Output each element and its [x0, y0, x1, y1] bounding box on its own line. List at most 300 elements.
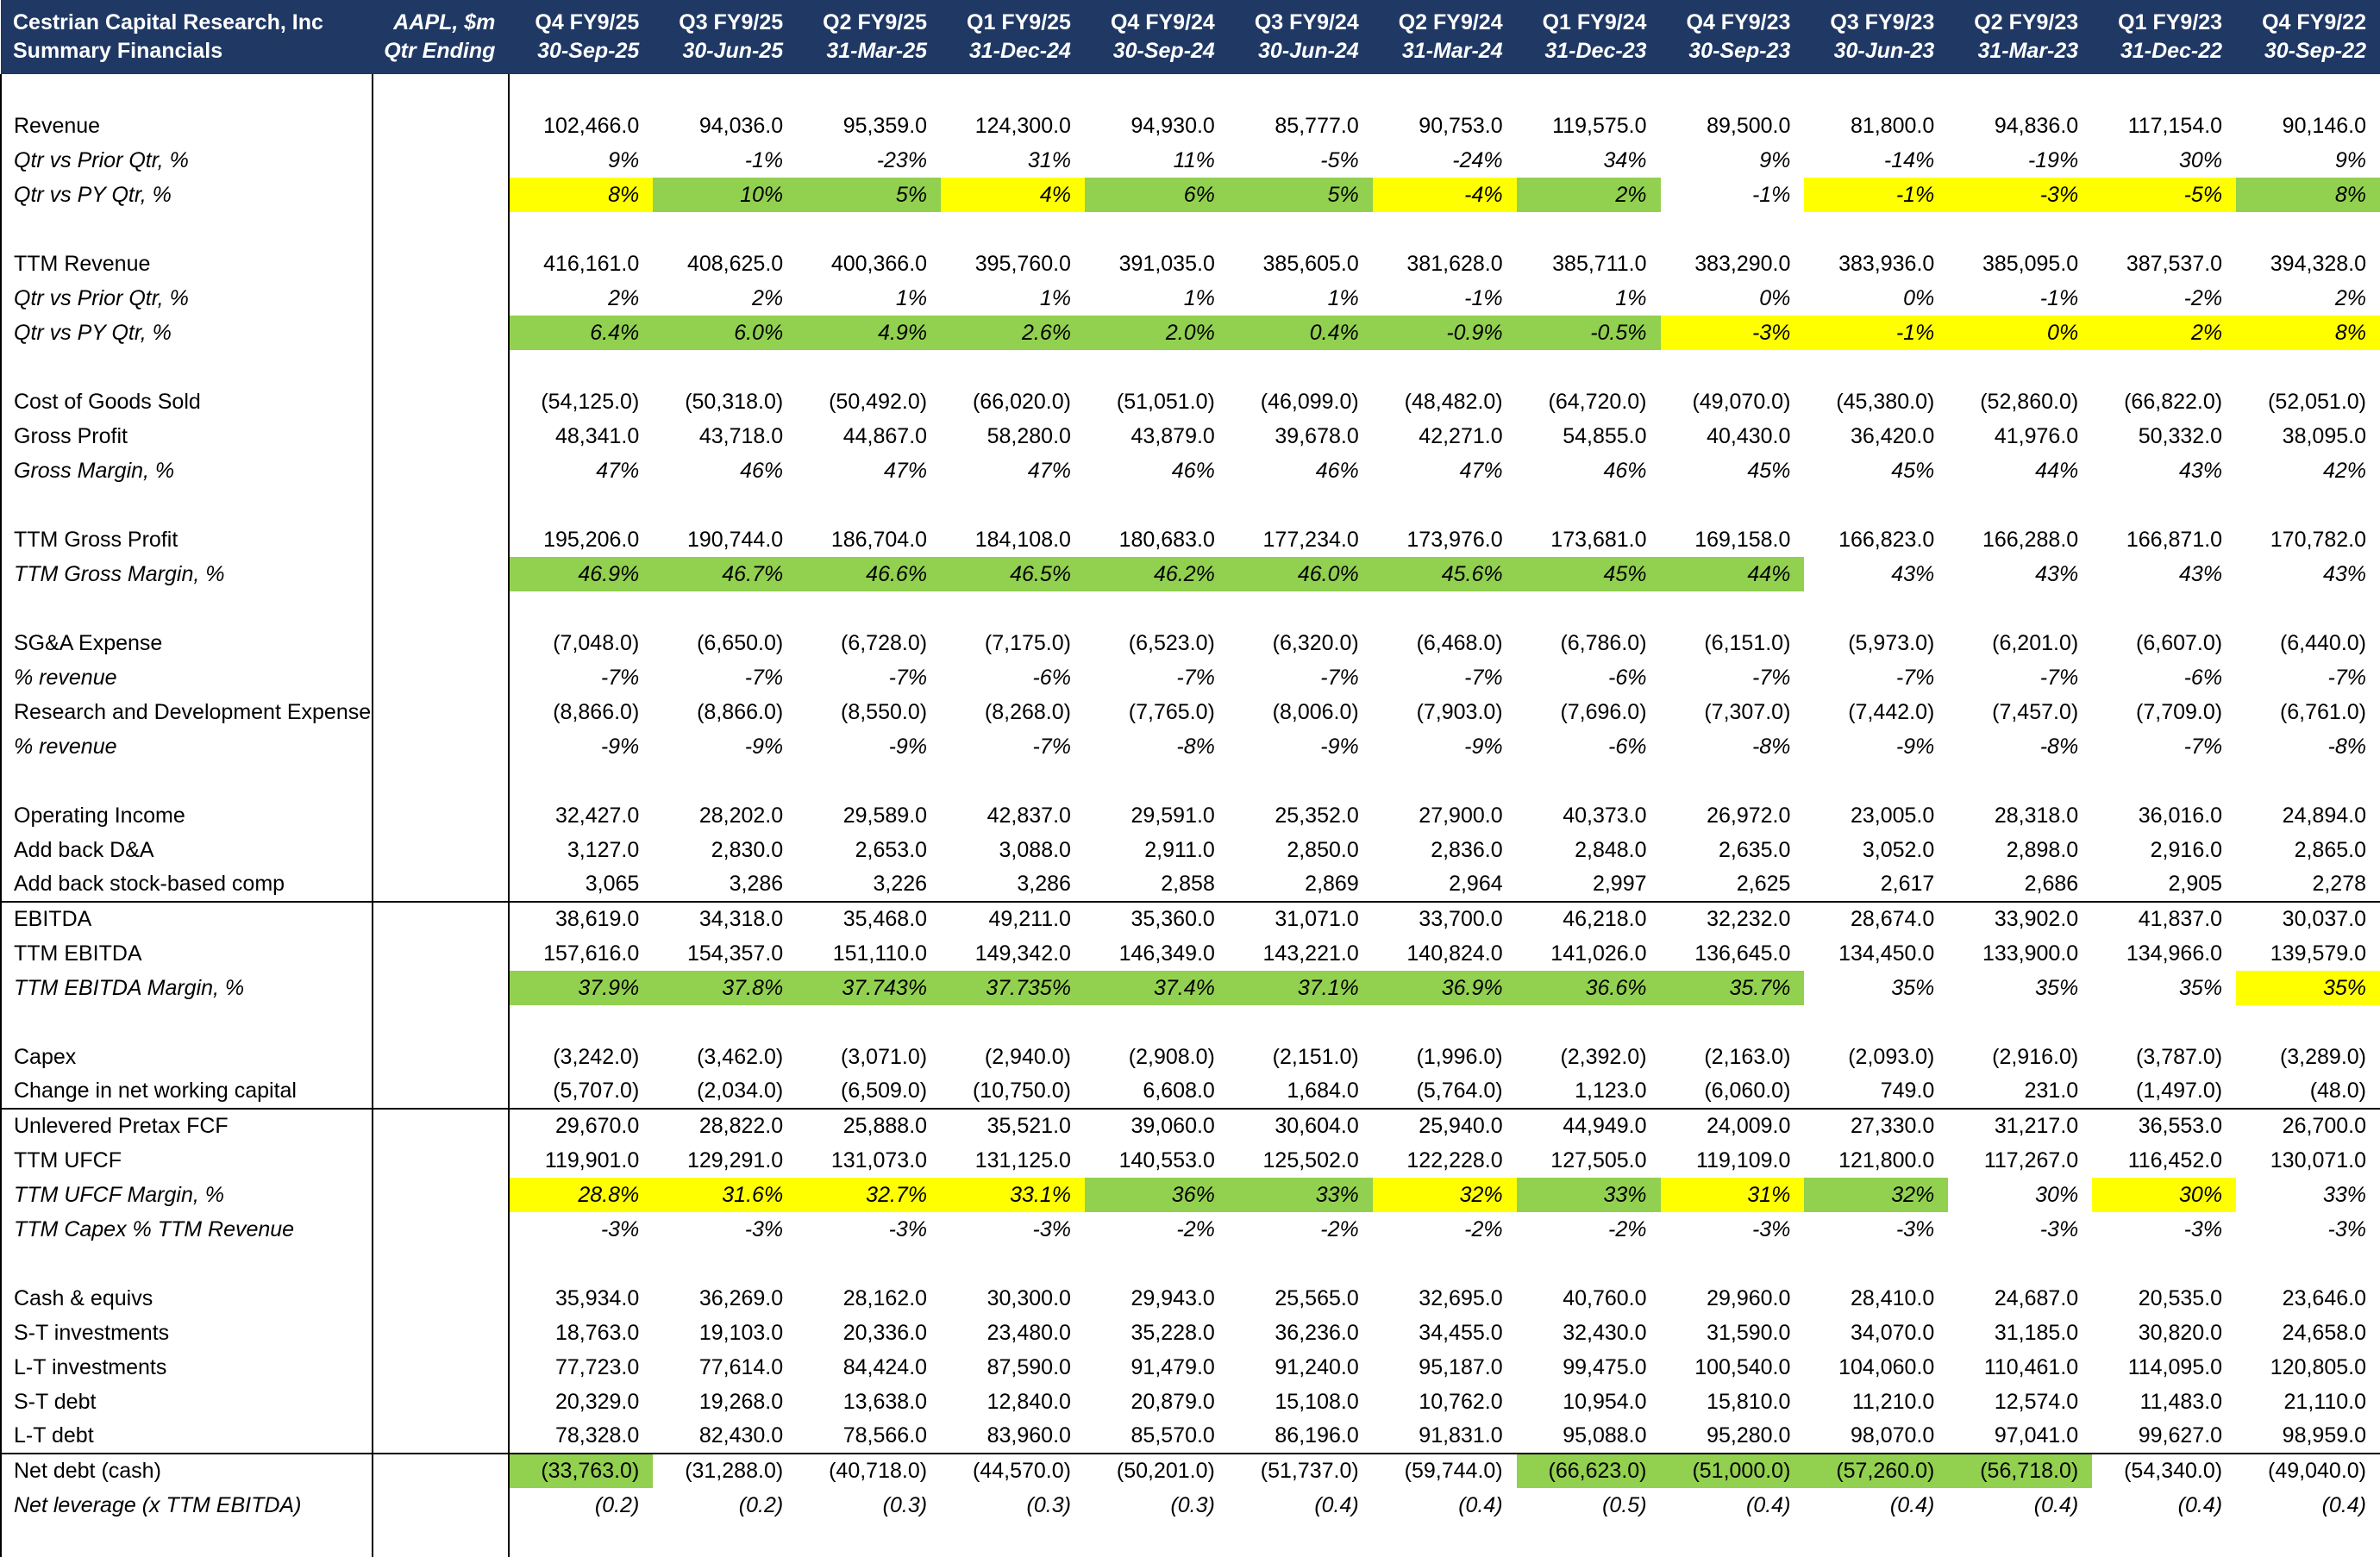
data-cell: (54,340.0): [2092, 1454, 2236, 1488]
data-cell: (0.4): [2177, 1492, 2223, 1517]
data-cell: (48.0): [2309, 1079, 2366, 1103]
spacer-label: [1, 1523, 373, 1557]
table-row: [1, 1488, 2380, 1523]
row-label: Change in net working capital: [1, 1074, 373, 1109]
spacer-cell: [1804, 350, 1948, 385]
data-cell: (6,607.0): [2136, 630, 2223, 655]
row-subcell: [373, 1419, 509, 1454]
header-quarter: Q3 FY9/24: [1254, 10, 1359, 34]
data-cell: 116,452.0: [2127, 1147, 2223, 1172]
data-cell: (8,866.0): [553, 699, 640, 724]
row-label: TTM EBITDA Margin, %: [1, 971, 373, 1005]
data-cell: 2,865.0: [2294, 837, 2366, 862]
row-subcell: [373, 212, 509, 247]
data-cell: -6%: [1608, 734, 1647, 759]
data-cell: 166,823.0: [1838, 527, 1935, 552]
data-cell: 11,210.0: [1851, 1389, 1935, 1414]
header-column-1: [509, 0, 653, 74]
data-cell: 40,430.0: [1707, 423, 1791, 448]
data-cell: -3%: [1948, 178, 2092, 212]
data-cell: -6%: [2183, 665, 2223, 690]
data-cell: 35,228.0: [1130, 1320, 1215, 1345]
header-column-4: [941, 0, 1085, 74]
data-cell: 184,108.0: [974, 527, 1071, 552]
table-row: [1, 660, 2380, 695]
spacer-cell: [941, 488, 1085, 522]
data-cell: (0.5): [1602, 1492, 1647, 1517]
data-cell: 3,286: [729, 872, 784, 896]
data-cell: 27,900.0: [1419, 803, 1503, 828]
table-row: [1, 281, 2380, 316]
data-cell: (50,492.0): [829, 389, 928, 414]
row-subcell: [373, 626, 509, 660]
data-cell: 28,202.0: [698, 803, 784, 828]
spacer-cell: [941, 764, 1085, 798]
spacer-cell: [1373, 350, 1517, 385]
header-column-8: [1517, 0, 1661, 74]
table-row: [1, 109, 2380, 143]
data-cell: (57,260.0): [1804, 1454, 1948, 1488]
data-cell: 82,430.0: [698, 1423, 784, 1448]
spacer-row: [1, 212, 2380, 247]
spacer-cell: [2236, 350, 2380, 385]
data-cell: (49,070.0): [1692, 389, 1791, 414]
data-cell: 31%: [1027, 147, 1071, 172]
data-cell: 46.9%: [509, 557, 653, 591]
row-label: L-T investments: [1, 1350, 373, 1385]
data-cell: 94,036.0: [698, 113, 784, 138]
row-label: TTM Gross Margin, %: [1, 557, 373, 591]
data-cell: 28,318.0: [1994, 803, 2079, 828]
row-subcell: [373, 316, 509, 350]
table-row: [1, 453, 2380, 488]
data-cell: 35,360.0: [1085, 902, 1229, 936]
spacer-label: [1, 350, 373, 385]
data-cell: 34,318.0: [653, 902, 797, 936]
data-cell: 87,590.0: [986, 1354, 1071, 1379]
data-cell: 10%: [653, 178, 797, 212]
data-cell: 3,052.0: [1862, 837, 1935, 862]
data-cell: -3%: [744, 1216, 784, 1241]
data-cell: 24,687.0: [1994, 1285, 2079, 1310]
data-cell: (66,020.0): [972, 389, 1071, 414]
data-cell: -23%: [876, 147, 928, 172]
data-cell: 2,686: [2024, 872, 2079, 896]
spacer-cell: [1661, 74, 1805, 109]
header-column-10: [1804, 0, 1948, 74]
data-cell: 46.0%: [1229, 557, 1373, 591]
data-cell: 95,187.0: [1419, 1354, 1503, 1379]
data-cell: 124,300.0: [974, 113, 1071, 138]
data-cell: 89,500.0: [1707, 113, 1791, 138]
data-cell: 6.4%: [509, 316, 653, 350]
data-cell: 32%: [1373, 1178, 1517, 1212]
spacer-cell: [1804, 591, 1948, 626]
row-subcell: [373, 1074, 509, 1109]
data-cell: 25,565.0: [1275, 1285, 1359, 1310]
spacer-cell: [2236, 764, 2380, 798]
data-cell: -8%: [1176, 734, 1215, 759]
spacer-cell: [509, 764, 653, 798]
spacer-cell: [1085, 350, 1229, 385]
data-cell: 41,837.0: [2092, 902, 2236, 936]
data-cell: (7,307.0): [1704, 699, 1791, 724]
data-cell: 400,366.0: [830, 251, 928, 276]
spacer-cell: [1948, 1247, 2092, 1281]
row-label: % revenue: [1, 729, 373, 764]
row-subcell: [373, 695, 509, 729]
data-cell: 42%: [2322, 458, 2366, 483]
spacer-cell: [2092, 74, 2236, 109]
header-date: 30-Jun-24: [1258, 39, 1359, 63]
data-cell: (2,392.0): [1560, 1044, 1647, 1069]
data-cell: 47%: [1027, 458, 1071, 483]
row-label: L-T debt: [1, 1419, 373, 1454]
data-cell: 46,218.0: [1517, 902, 1661, 936]
data-cell: (2,163.0): [1704, 1044, 1791, 1069]
data-cell: 157,616.0: [543, 941, 640, 966]
data-cell: -7%: [600, 665, 640, 690]
row-label: Revenue: [1, 109, 373, 143]
data-cell: 1,684.0: [1287, 1079, 1359, 1103]
data-cell: 33,902.0: [1948, 902, 2092, 936]
row-label: Add back stock-based comp: [1, 867, 373, 902]
data-cell: 28,162.0: [842, 1285, 928, 1310]
data-cell: (7,903.0): [1416, 699, 1503, 724]
data-cell: 98,959.0: [2282, 1423, 2366, 1448]
data-cell: 104,060.0: [1838, 1354, 1935, 1379]
spacer-cell: [1661, 764, 1805, 798]
row-label: Operating Income: [1, 798, 373, 833]
data-cell: 130,071.0: [2270, 1147, 2366, 1172]
data-cell: 48,341.0: [554, 423, 640, 448]
data-cell: 46%: [1315, 458, 1359, 483]
data-cell: 1,123.0: [1575, 1079, 1647, 1103]
spacer-cell: [1517, 74, 1661, 109]
data-cell: 28,822.0: [653, 1109, 797, 1143]
data-cell: 26,700.0: [2236, 1109, 2380, 1143]
data-cell: (2,916.0): [1992, 1044, 2079, 1069]
data-cell: 24,658.0: [2282, 1320, 2366, 1345]
spacer-cell: [653, 1005, 797, 1040]
spacer-cell: [1085, 1247, 1229, 1281]
data-cell: -24%: [1452, 147, 1503, 172]
data-cell: (51,051.0): [1116, 389, 1215, 414]
table-row: [1, 1040, 2380, 1074]
data-cell: 31,071.0: [1229, 902, 1373, 936]
data-cell: 46.7%: [653, 557, 797, 591]
table-row: [1, 936, 2380, 971]
data-cell: 32%: [1804, 1178, 1948, 1212]
spacer-row: [1, 764, 2380, 798]
data-cell: 8%: [2236, 316, 2380, 350]
data-cell: 2,635.0: [1718, 837, 1791, 862]
data-cell: 231.0: [2024, 1079, 2079, 1103]
data-cell: 32,232.0: [1661, 902, 1805, 936]
data-cell: -0.5%: [1517, 316, 1661, 350]
data-cell: (0.3): [882, 1492, 928, 1517]
table-row: [1, 729, 2380, 764]
data-cell: 23,646.0: [2282, 1285, 2366, 1310]
data-cell: 34%: [1603, 147, 1647, 172]
data-cell: (0.4): [2321, 1492, 2366, 1517]
row-label: % revenue: [1, 660, 373, 695]
table-row: [1, 557, 2380, 591]
row-subcell: [373, 833, 509, 867]
data-cell: 99,627.0: [2138, 1423, 2223, 1448]
row-subcell: [373, 1454, 509, 1488]
data-cell: 6.0%: [653, 316, 797, 350]
data-cell: 3,226: [873, 872, 928, 896]
data-cell: -2%: [2183, 285, 2223, 310]
header-column-7: [1373, 0, 1517, 74]
spacer-cell: [653, 591, 797, 626]
data-cell: 117,154.0: [2127, 113, 2223, 138]
spacer-cell: [941, 591, 1085, 626]
spacer-cell: [1373, 764, 1517, 798]
data-cell: 114,095.0: [2127, 1354, 2223, 1379]
data-cell: 91,240.0: [1275, 1354, 1359, 1379]
data-cell: (8,006.0): [1272, 699, 1359, 724]
data-cell: -2%: [1176, 1216, 1215, 1241]
data-cell: (2,093.0): [1848, 1044, 1935, 1069]
data-cell: 37.1%: [1229, 971, 1373, 1005]
data-cell: 41,976.0: [1994, 423, 2079, 448]
data-cell: -8%: [2327, 734, 2366, 759]
data-cell: -7%: [2039, 665, 2079, 690]
spacer-row: [1, 488, 2380, 522]
data-cell: 43%: [2179, 458, 2223, 483]
spacer-cell: [1948, 488, 2092, 522]
spacer-cell: [1373, 1523, 1517, 1557]
data-cell: 77,614.0: [698, 1354, 784, 1379]
data-cell: 45%: [1747, 458, 1791, 483]
data-cell: 30,604.0: [1229, 1109, 1373, 1143]
row-label: Gross Profit: [1, 419, 373, 453]
spacer-cell: [1229, 350, 1373, 385]
data-cell: 94,836.0: [1994, 113, 2079, 138]
data-cell: (51,000.0): [1661, 1454, 1805, 1488]
data-cell: (7,048.0): [553, 630, 640, 655]
data-cell: 45%: [1891, 458, 1935, 483]
data-cell: 1%: [1327, 285, 1359, 310]
spacer-cell: [797, 591, 941, 626]
data-cell: 34,455.0: [1419, 1320, 1503, 1345]
row-subcell: [373, 1040, 509, 1074]
row-subcell: [373, 798, 509, 833]
data-cell: 91,479.0: [1130, 1354, 1215, 1379]
spacer-cell: [1373, 488, 1517, 522]
header-quarter: Q1 FY9/25: [967, 10, 1071, 34]
row-label: TTM Gross Profit: [1, 522, 373, 557]
table-row: [1, 522, 2380, 557]
data-cell: 29,591.0: [1130, 803, 1215, 828]
row-subcell: [373, 1143, 509, 1178]
row-subcell: [373, 178, 509, 212]
data-cell: 43,718.0: [698, 423, 784, 448]
data-cell: -5%: [1320, 147, 1359, 172]
data-cell: 2,830.0: [711, 837, 784, 862]
data-cell: 36.6%: [1517, 971, 1661, 1005]
data-cell: 36,420.0: [1850, 423, 1935, 448]
data-cell: (0.4): [2033, 1492, 2079, 1517]
data-cell: 30,037.0: [2236, 902, 2380, 936]
data-cell: 169,158.0: [1694, 527, 1791, 552]
row-label: Qtr vs PY Qtr, %: [1, 316, 373, 350]
spacer-label: [1, 74, 373, 109]
row-subcell: [373, 936, 509, 971]
spacer-cell: [2092, 1247, 2236, 1281]
spacer-cell: [1948, 1005, 2092, 1040]
data-cell: (2,908.0): [1128, 1044, 1215, 1069]
data-cell: (64,720.0): [1548, 389, 1647, 414]
data-cell: -8%: [1751, 734, 1791, 759]
data-cell: 46%: [1603, 458, 1647, 483]
data-cell: 46%: [1171, 458, 1215, 483]
spacer-cell: [2236, 591, 2380, 626]
row-label: EBITDA: [1, 902, 373, 936]
row-subcell: [373, 1316, 509, 1350]
data-cell: 81,800.0: [1850, 113, 1935, 138]
table-row: [1, 971, 2380, 1005]
data-cell: 2,836.0: [1431, 837, 1503, 862]
header-date: 30-Jun-23: [1833, 39, 1935, 63]
data-cell: (0.3): [1026, 1492, 1071, 1517]
data-cell: (3,071.0): [841, 1044, 928, 1069]
data-cell: 37.8%: [653, 971, 797, 1005]
data-cell: 125,502.0: [1262, 1147, 1359, 1172]
data-cell: 91,831.0: [1419, 1423, 1503, 1448]
table-row: [1, 143, 2380, 178]
data-cell: 2%: [752, 285, 784, 310]
data-cell: 177,234.0: [1262, 527, 1359, 552]
spacer-cell: [509, 212, 653, 247]
data-cell: (3,462.0): [697, 1044, 784, 1069]
spacer-cell: [653, 488, 797, 522]
data-cell: 131,125.0: [974, 1147, 1071, 1172]
data-cell: (6,761.0): [2279, 699, 2366, 724]
data-cell: 9%: [1759, 147, 1791, 172]
data-cell: 9%: [608, 147, 640, 172]
data-cell: (31,288.0): [653, 1454, 797, 1488]
data-cell: 42,837.0: [986, 803, 1071, 828]
row-subcell: [373, 1350, 509, 1385]
data-cell: (50,201.0): [1085, 1454, 1229, 1488]
data-cell: -7%: [1895, 665, 1935, 690]
data-cell: 141,026.0: [1550, 941, 1647, 966]
table-row: [1, 385, 2380, 419]
header-quarter: Q2 FY9/24: [1398, 10, 1503, 34]
data-cell: 83,960.0: [986, 1423, 1071, 1448]
data-cell: -7%: [888, 665, 928, 690]
data-cell: 39,060.0: [1085, 1109, 1229, 1143]
spacer-cell: [1373, 212, 1517, 247]
data-cell: (6,523.0): [1128, 630, 1215, 655]
row-label: TTM UFCF Margin, %: [1, 1178, 373, 1212]
header-column-5: [1085, 0, 1229, 74]
data-cell: 180,683.0: [1118, 527, 1215, 552]
data-cell: 24,894.0: [2282, 803, 2366, 828]
data-cell: 23,480.0: [986, 1320, 1071, 1345]
header-date: 31-Dec-23: [1544, 39, 1647, 63]
data-cell: 84,424.0: [842, 1354, 928, 1379]
data-cell: 3,286: [1017, 872, 1071, 896]
spacer-cell: [2092, 1005, 2236, 1040]
data-cell: 143,221.0: [1262, 941, 1359, 966]
data-cell: 50,332.0: [2138, 423, 2223, 448]
spacer-cell: [509, 1523, 653, 1557]
data-cell: 29,670.0: [509, 1109, 653, 1143]
data-cell: (6,440.0): [2279, 630, 2366, 655]
spacer-cell: [941, 1005, 1085, 1040]
spacer-cell: [1085, 488, 1229, 522]
spacer-cell: [797, 1005, 941, 1040]
table-row: [1, 1109, 2380, 1143]
header-date: 31-Mar-25: [826, 39, 928, 63]
data-cell: 2,869: [1305, 872, 1359, 896]
row-subcell: [373, 1488, 509, 1523]
data-cell: 131,073.0: [830, 1147, 928, 1172]
spacer-cell: [1948, 74, 2092, 109]
row-subcell: [373, 281, 509, 316]
data-cell: 3,127.0: [567, 837, 640, 862]
row-subcell: [373, 971, 509, 1005]
spacer-cell: [941, 1523, 1085, 1557]
spacer-label: [1, 488, 373, 522]
data-cell: 32.7%: [797, 1178, 941, 1212]
data-cell: 2,858: [1161, 872, 1215, 896]
spacer-cell: [941, 1247, 1085, 1281]
data-cell: (6,728.0): [841, 630, 928, 655]
header-column-11: [1948, 0, 2092, 74]
spacer-cell: [509, 1005, 653, 1040]
header-quarter: Q1 FY9/24: [1542, 10, 1647, 34]
data-cell: (7,696.0): [1560, 699, 1647, 724]
data-cell: 5%: [1229, 178, 1373, 212]
spacer-cell: [509, 591, 653, 626]
header-column-13: [2236, 0, 2380, 74]
data-cell: (10,750.0): [972, 1079, 1071, 1103]
data-cell: -6%: [1608, 665, 1647, 690]
data-cell: -6%: [1032, 665, 1071, 690]
spacer-cell: [1517, 350, 1661, 385]
data-cell: 383,936.0: [1838, 251, 1935, 276]
row-subcell: [373, 764, 509, 798]
data-cell: 31,185.0: [1994, 1320, 2079, 1345]
data-cell: 46.6%: [797, 557, 941, 591]
data-cell: 2,653.0: [855, 837, 928, 862]
data-cell: 1%: [1615, 285, 1647, 310]
data-cell: 38,619.0: [509, 902, 653, 936]
spacer-cell: [797, 1247, 941, 1281]
spacer-cell: [1661, 591, 1805, 626]
header-units-line2: Qtr Ending: [384, 39, 496, 63]
data-cell: 140,553.0: [1118, 1147, 1215, 1172]
data-cell: -8%: [2039, 734, 2079, 759]
data-cell: 43%: [2179, 561, 2223, 586]
spacer-cell: [1085, 1523, 1229, 1557]
data-cell: 31,590.0: [1707, 1320, 1791, 1345]
data-cell: 28,674.0: [1804, 902, 1948, 936]
data-cell: (8,550.0): [841, 699, 928, 724]
data-cell: 28.8%: [509, 1178, 653, 1212]
spacer-cell: [1948, 212, 2092, 247]
table-row: [1, 1143, 2380, 1178]
header-column-2: [653, 0, 797, 74]
data-cell: 119,901.0: [544, 1147, 640, 1172]
spacer-cell: [2236, 1247, 2380, 1281]
spacer-cell: [1661, 1247, 1805, 1281]
